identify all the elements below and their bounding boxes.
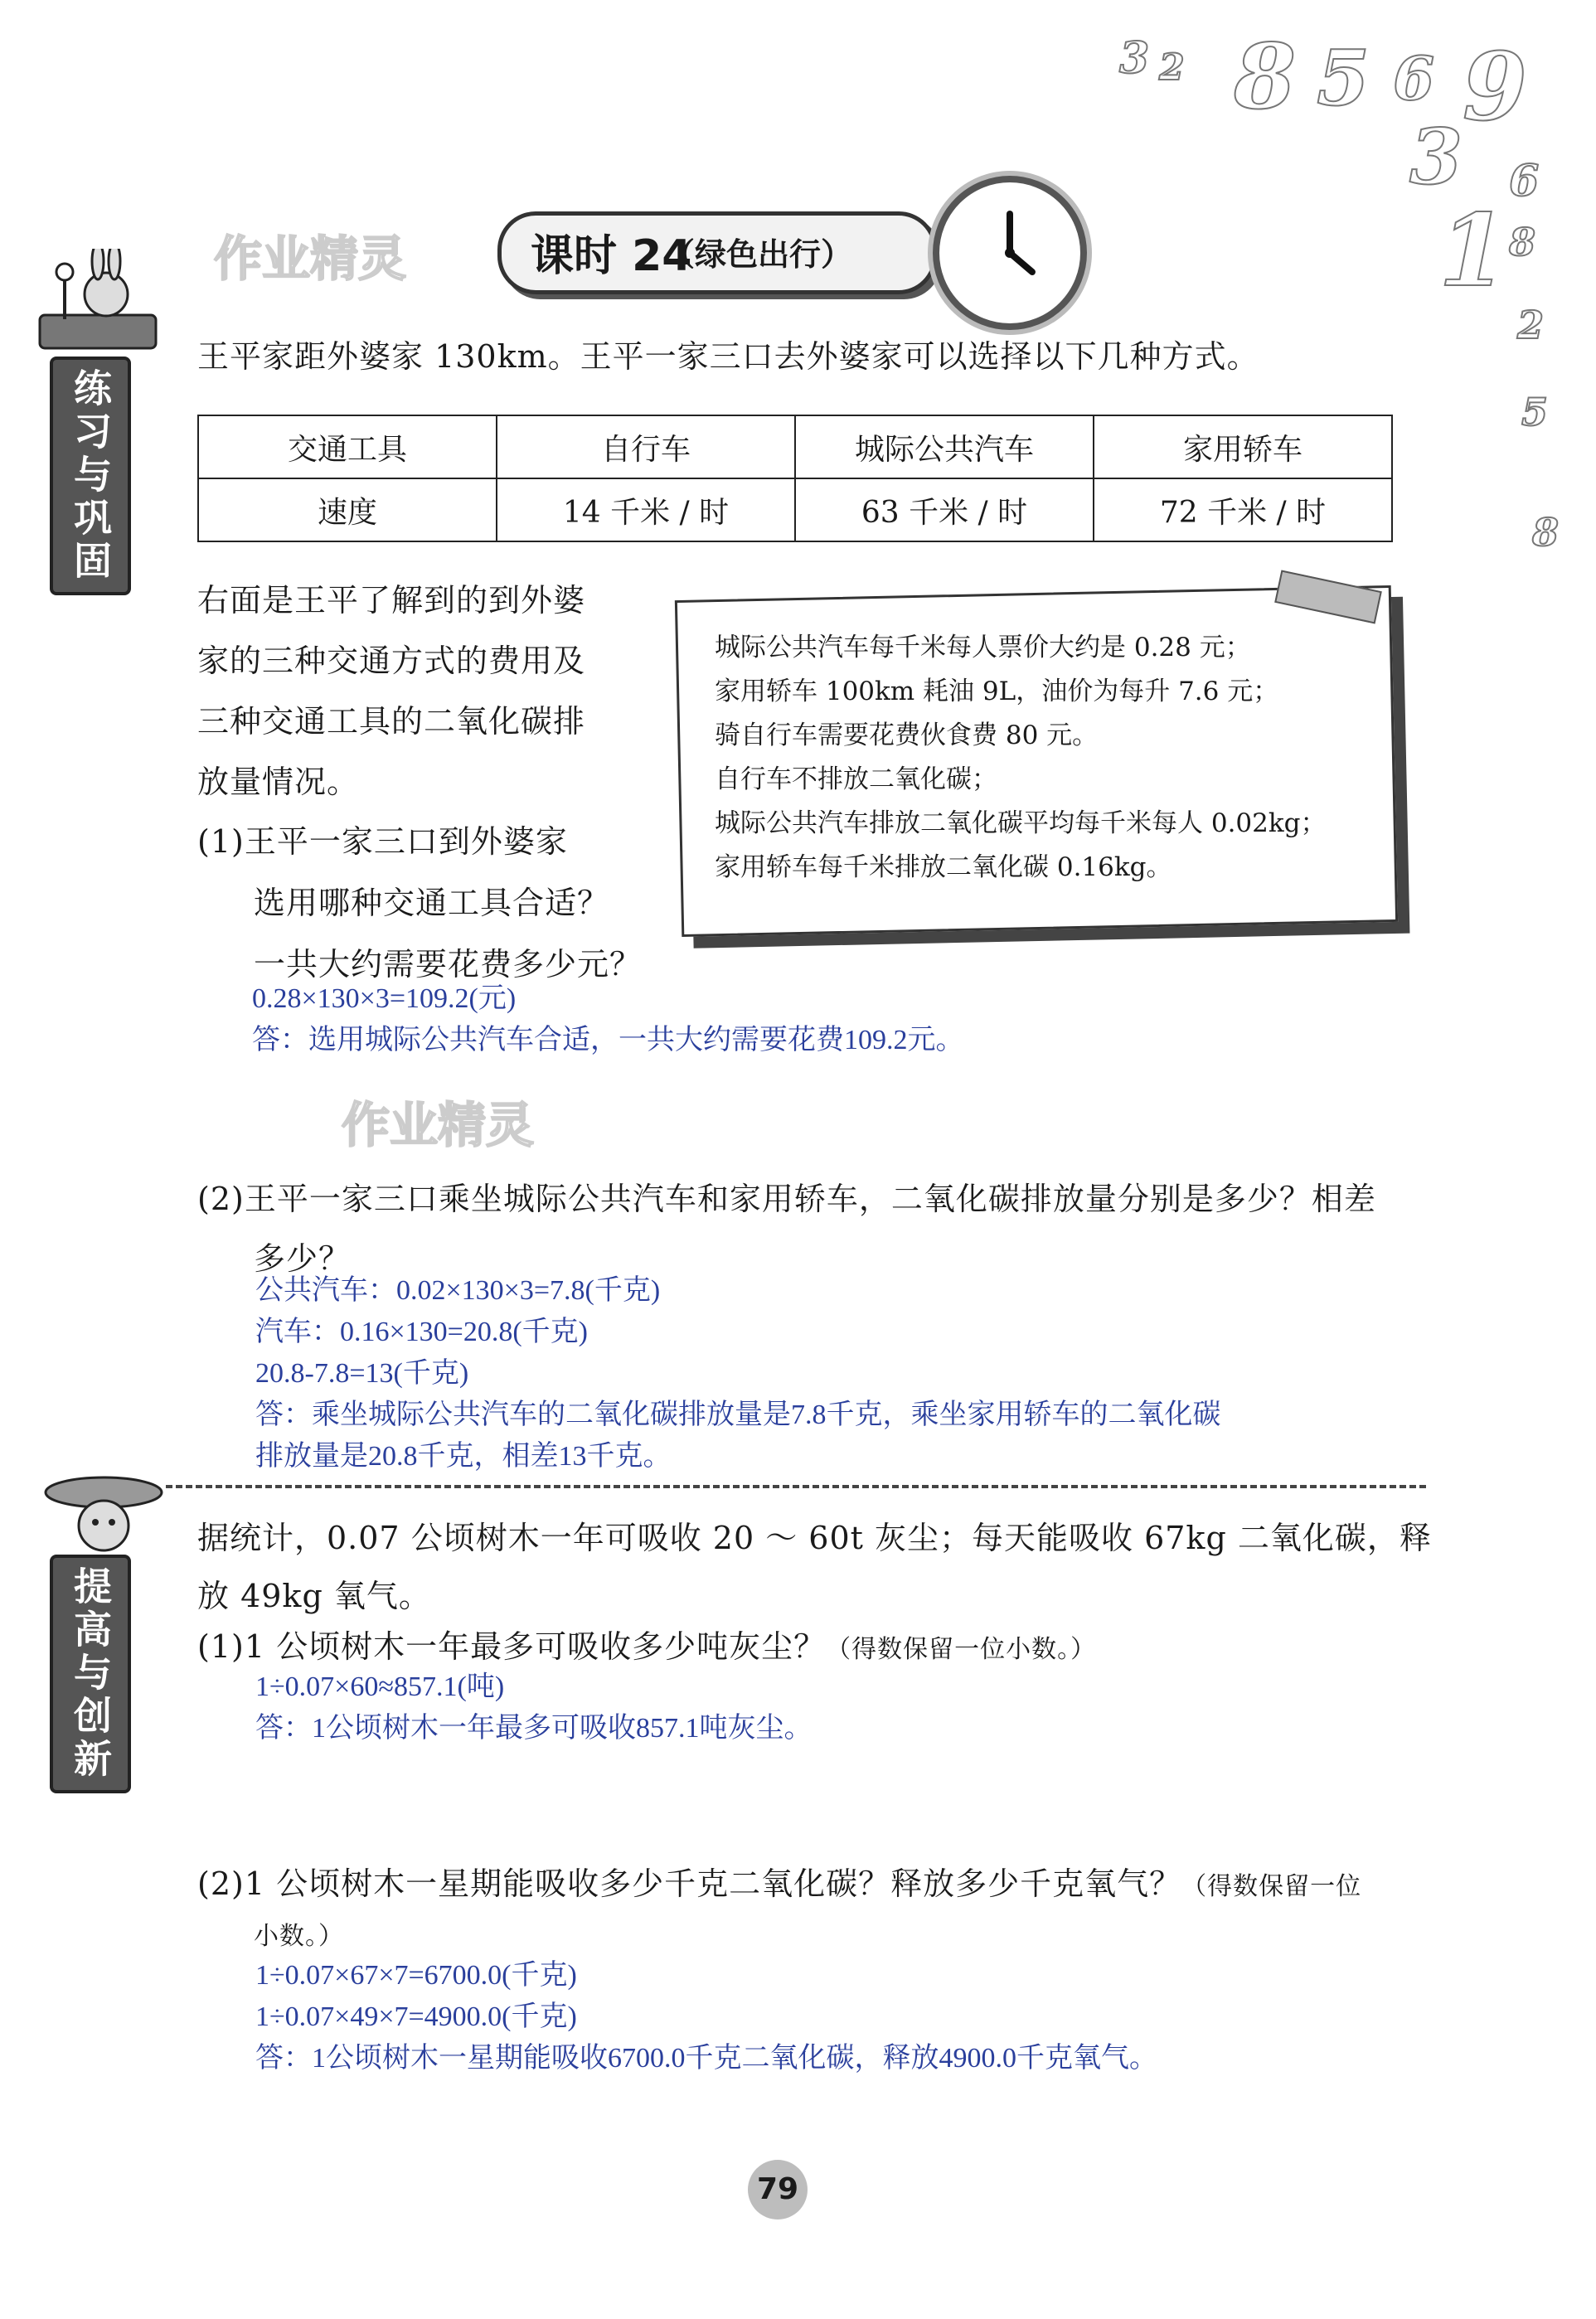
deco-number: 9 xyxy=(1463,33,1527,142)
side-label-practice xyxy=(50,357,131,595)
table-cell: 城际公共汽车 xyxy=(795,415,1094,478)
table-cell: 63 千米 / 时 xyxy=(795,478,1094,541)
lesson-title: 课时 24 xyxy=(531,231,692,281)
info-note-text xyxy=(715,626,1327,890)
deco-number: 3 xyxy=(1409,112,1463,201)
note-line: 自行车不排放二氧化碳； xyxy=(715,764,997,794)
question-note: （得数保留一位 xyxy=(1181,1872,1362,1901)
rabbit-mascot-icon xyxy=(32,249,164,357)
deco-number: 6 xyxy=(1393,43,1435,114)
note-line: 骑自行车需要花费伙食费 80 元。 xyxy=(715,720,1099,750)
deco-number: 5 xyxy=(1317,33,1370,123)
deco-number: 5 xyxy=(1521,390,1549,434)
table-row xyxy=(198,415,1392,478)
answer-line: 1÷0.07×67×7=6700.0(千克) xyxy=(255,1960,577,1991)
text-line: 放 49kg 氧气。 xyxy=(197,1578,431,1614)
watermark: 作业精灵 xyxy=(342,1097,535,1153)
puppy-mascot-icon xyxy=(41,1468,166,1559)
deco-number: 1 xyxy=(1438,192,1508,309)
problem-intro: 王平家距外婆家 130km。王平一家三口去外婆家可以选择以下几种方式。 xyxy=(197,338,1259,375)
deco-number: 3 xyxy=(1119,33,1150,84)
answer-3 xyxy=(255,1666,813,1749)
side-label-text: 提高与创新 xyxy=(68,1566,113,1782)
question-line: (1)王平一家三口到外婆家 xyxy=(197,823,568,860)
table-cell: 速度 xyxy=(198,478,497,541)
deco-number: 8 xyxy=(1532,510,1560,555)
lesson-subtitle: （绿色出行） xyxy=(663,236,853,273)
answer-line: 排放量是20.8千克，相差13千克。 xyxy=(255,1441,672,1472)
deco-number: 8 xyxy=(1234,25,1297,129)
text-line: 三种交通工具的二氧化碳排 xyxy=(197,703,586,740)
answer-2 xyxy=(255,1270,1221,1477)
deco-number: 2 xyxy=(1159,46,1185,89)
question-4-note-cont: 小数。） xyxy=(254,1922,344,1951)
note-line: 家用轿车每千米排放二氧化碳 0.16kg。 xyxy=(715,852,1172,882)
question-line: (1)1 公顷树木一年最多可吸收多少吨灰尘？ xyxy=(197,1628,827,1665)
answer-line: 答：1公顷树木一星期能吸收6700.0千克二氧化碳，释放4900.0千克氧气。 xyxy=(255,2043,1157,2074)
question-line: 多少？ xyxy=(254,1240,352,1277)
watermark: 作业精灵 xyxy=(214,230,407,287)
question-line: (2)1 公顷树木一星期能吸收多少千克二氧化碳？释放多少千克氧气？ xyxy=(197,1865,1182,1902)
answer-line: 1÷0.07×49×7=4900.0(千克) xyxy=(255,2001,577,2032)
question-4 xyxy=(197,1859,1361,1912)
table-cell: 14 千米 / 时 xyxy=(497,478,795,541)
question-1 xyxy=(197,811,642,995)
clock-icon xyxy=(933,176,1087,330)
deco-number: 2 xyxy=(1517,303,1545,347)
deco-number: 6 xyxy=(1509,156,1540,206)
question-line: 一共大约需要花费多少元？ xyxy=(254,946,643,982)
side-mascot-top xyxy=(32,249,164,360)
answer-line: 公共汽车：0.02×130×3=7.8(千克) xyxy=(255,1275,661,1306)
answer-4 xyxy=(255,1955,1157,2079)
table-row xyxy=(198,478,1392,541)
answer-line: 0.28×130×3=109.2(元) xyxy=(252,983,517,1014)
table-cell: 72 千米 / 时 xyxy=(1094,478,1392,541)
note-line: 城际公共汽车排放二氧化碳平均每千米每人 0.02kg； xyxy=(715,808,1327,838)
table-cell: 自行车 xyxy=(497,415,795,478)
question-line: (2)王平一家三口乘坐城际公共汽车和家用轿车，二氧化碳排放量分别是多少？相差 xyxy=(197,1181,1376,1217)
answer-line: 汽车：0.16×130=20.8(千克) xyxy=(255,1317,588,1347)
note-line: 城际公共汽车每千米每人票价大约是 0.28 元； xyxy=(715,633,1251,662)
question-line: 选用哪种交通工具合适？ xyxy=(254,885,610,921)
side-label-innovation xyxy=(50,1555,131,1793)
side-label-text: 练习与巩固 xyxy=(68,368,113,584)
deco-number: 8 xyxy=(1509,220,1536,264)
note-line: 家用轿车 100km 耗油 9L，油价为每升 7.6 元； xyxy=(715,677,1279,706)
answer-line: 20.8-7.8=13(千克) xyxy=(255,1358,469,1389)
part2-intro xyxy=(197,1509,1432,1625)
page-number: 79 xyxy=(748,2160,808,2220)
answer-line: 答：1公顷树木一年最多可吸收857.1吨灰尘。 xyxy=(255,1713,813,1744)
side-mascot-bottom xyxy=(41,1468,166,1562)
answer-line: 答：乘坐城际公共汽车的二氧化碳排放量是7.8千克，乘坐家用轿车的二氧化碳 xyxy=(255,1400,1221,1430)
answer-1 xyxy=(252,978,964,1061)
section-divider xyxy=(166,1485,1426,1488)
table-cell: 家用轿车 xyxy=(1094,415,1392,478)
text-line: 右面是王平了解到的到外婆 xyxy=(197,582,586,619)
question-note: （得数保留一位小数。） xyxy=(826,1635,1097,1664)
text-line: 放量情况。 xyxy=(197,764,360,800)
text-line: 家的三种交通方式的费用及 xyxy=(197,643,586,679)
text-line: 据统计，0.07 公顷树木一年可吸收 20 ～ 60t 灰尘；每天能吸收 67kg 二氧化碳，释 xyxy=(197,1520,1432,1556)
left-description xyxy=(197,570,585,813)
table-cell: 交通工具 xyxy=(198,415,497,478)
speed-table xyxy=(197,415,1393,542)
answer-line: 1÷0.07×60≈857.1(吨) xyxy=(255,1671,505,1702)
answer-line: 答：选用城际公共汽车合适，一共大约需要花费109.2元。 xyxy=(252,1025,964,1055)
